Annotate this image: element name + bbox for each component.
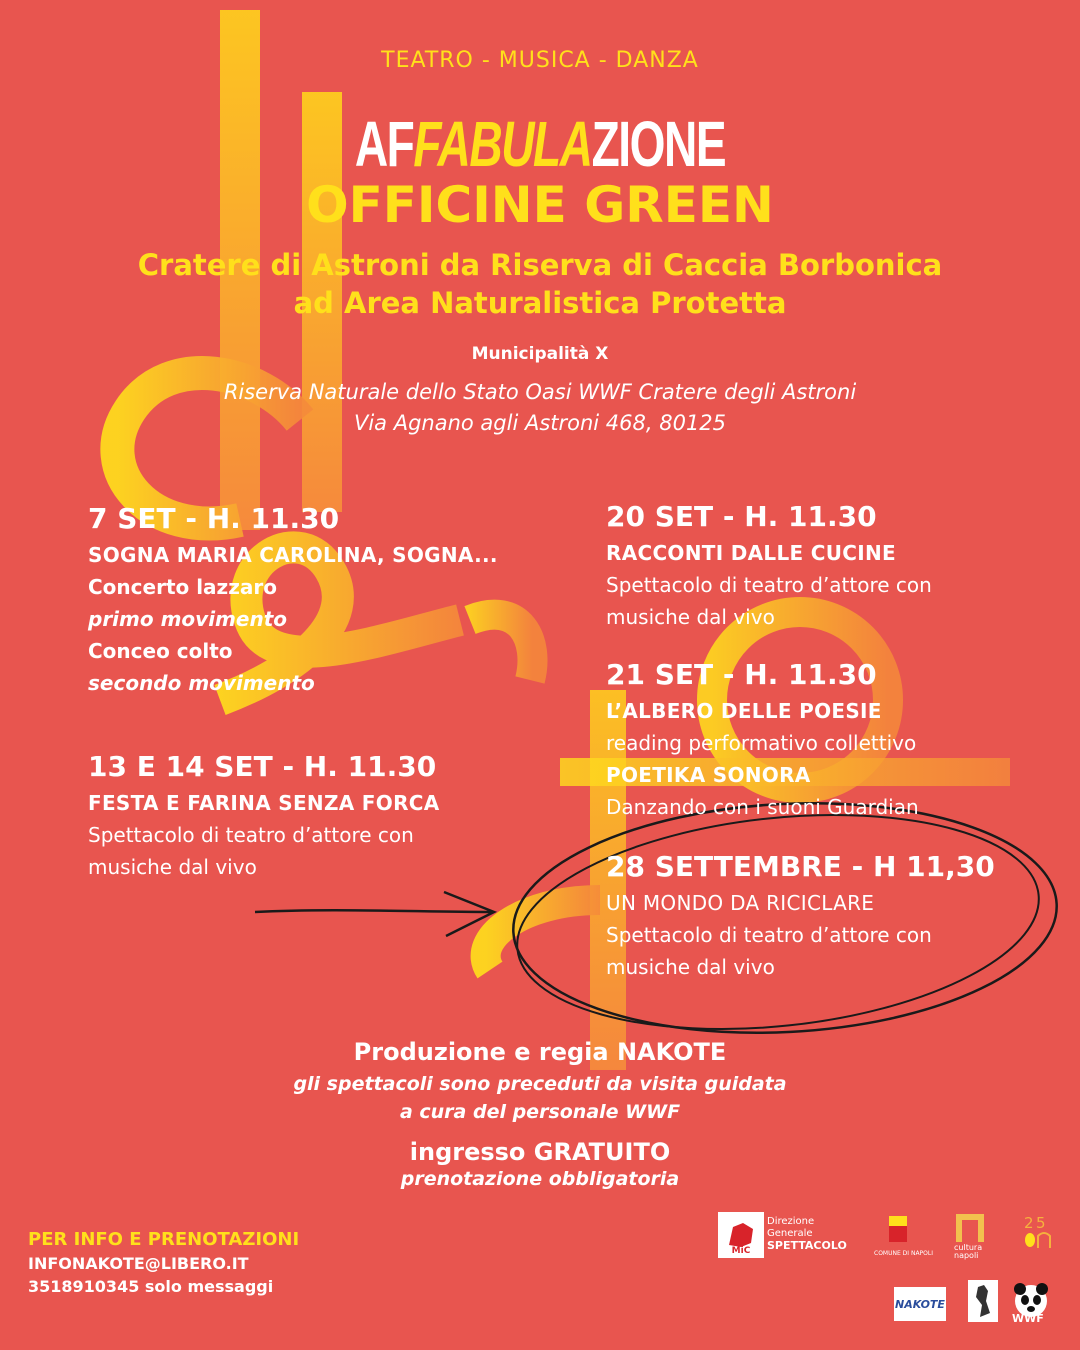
hand-drawn-arrow <box>255 892 494 936</box>
event-date: 28 SETTEMBRE - H 11,30 <box>606 850 995 883</box>
subtitle: OFFICINE GREEN <box>306 176 774 234</box>
event-date: 13 E 14 SET - H. 11.30 <box>88 750 437 783</box>
event-line: reading performativo collettivo <box>606 731 917 755</box>
headline-line-2: ad Area Naturalistica Protetta <box>293 286 787 320</box>
contact-email: INFONAKOTE@LIBERO.IT <box>28 1254 249 1273</box>
brand-logo <box>151 108 929 180</box>
event-line: Concerto lazzaro <box>88 575 277 599</box>
event-date: 20 SET - H. 11.30 <box>606 500 877 533</box>
wolf-logo <box>968 1280 998 1322</box>
headline <box>0 246 1080 322</box>
event-21-set <box>606 658 919 823</box>
event-line: secondo movimento <box>88 671 315 695</box>
event-title: L’ALBERO DELLE POESIE <box>606 699 882 723</box>
contact-info <box>28 1228 299 1298</box>
wwf-label: WWF <box>1012 1312 1044 1325</box>
svg-text:2: 2 <box>1024 1214 1034 1232</box>
event-line: musiche dal vivo <box>606 605 775 629</box>
event-line: primo movimento <box>88 607 287 631</box>
venue-line-1: Riserva Naturale dello Stato Oasi WWF Cratere degli Astroni <box>223 380 857 404</box>
venue <box>0 377 1080 439</box>
municipality: Municipalità X <box>471 344 609 364</box>
cultura-napoli-icon <box>954 1212 986 1242</box>
deco-curve-4 <box>486 900 600 970</box>
cultura-napoli-label: cultura napoli <box>954 1243 983 1260</box>
anniversary-logo-icon <box>1022 1212 1052 1256</box>
event-line: Spettacolo di teatro d’attore con <box>606 573 932 597</box>
mic-logo <box>718 1212 764 1258</box>
guided-visit-line-1: gli spettacoli sono preceduti da visita guidata <box>293 1073 787 1095</box>
mic-lion-icon <box>721 1215 761 1255</box>
mic-logo-text <box>767 1216 847 1252</box>
event-line: Danzando con i suoni Guardian <box>606 795 919 819</box>
mic-mark: MiC <box>731 1246 751 1255</box>
napoli-crest-icon <box>886 1214 910 1246</box>
contact-title: PER INFO E PRENOTAZIONI <box>28 1229 300 1250</box>
nakote-logo: NAKOTE <box>894 1287 946 1321</box>
headline-line-1: Cratere di Astroni da Riserva di Caccia Borbonica <box>137 248 943 282</box>
event-date: 7 SET - H. 11.30 <box>88 502 340 535</box>
guided-visit-note <box>0 1070 1080 1126</box>
event-title: UN MONDO DA RICICLARE <box>606 891 875 915</box>
production-credits: Produzione e regia NAKOTE <box>353 1038 727 1066</box>
event-line: musiche dal vivo <box>606 955 775 979</box>
event-line: POETIKA SONORA <box>606 763 811 787</box>
event-title: RACCONTI DALLE CUCINE <box>606 541 896 565</box>
event-line: Conceo colto <box>88 639 233 663</box>
mic-line-3: SPETTACOLO <box>767 1239 847 1252</box>
guided-visit-line-2: a cura del personale WWF <box>399 1101 681 1123</box>
wolf-icon <box>972 1283 994 1319</box>
brand-right: ZIONE <box>591 108 726 180</box>
svg-text:5: 5 <box>1036 1214 1046 1232</box>
mic-line-2: Generale <box>767 1228 813 1239</box>
tagline: TEATRO - MUSICA - DANZA <box>381 48 699 73</box>
napoli-logo-label: COMUNE DI NAPOLI <box>874 1250 934 1257</box>
venue-line-2: Via Agnano agli Astroni 468, 80125 <box>353 411 727 435</box>
event-title: SOGNA MARIA CAROLINA, SOGNA... <box>88 543 498 567</box>
event-7-set <box>88 502 498 699</box>
entry-info: ingresso GRATUITO <box>409 1138 671 1166</box>
event-line: Spettacolo di teatro d’attore con <box>88 823 414 847</box>
brand-mid: FABULA <box>413 108 592 180</box>
mic-line-1: Direzione <box>767 1216 815 1227</box>
contact-phone: 3518910345 solo messaggi <box>28 1277 274 1296</box>
event-20-set <box>606 500 932 633</box>
event-28-settembre <box>606 850 995 983</box>
event-line: Spettacolo di teatro d’attore con <box>606 923 932 947</box>
event-line: musiche dal vivo <box>88 855 257 879</box>
brand-left: AF <box>354 108 414 180</box>
event-date: 21 SET - H. 11.30 <box>606 658 877 691</box>
event-title: FESTA E FARINA SENZA FORCA <box>88 791 440 815</box>
event-13-14-set <box>88 750 440 883</box>
booking-required: prenotazione obbligatoria <box>400 1168 680 1190</box>
